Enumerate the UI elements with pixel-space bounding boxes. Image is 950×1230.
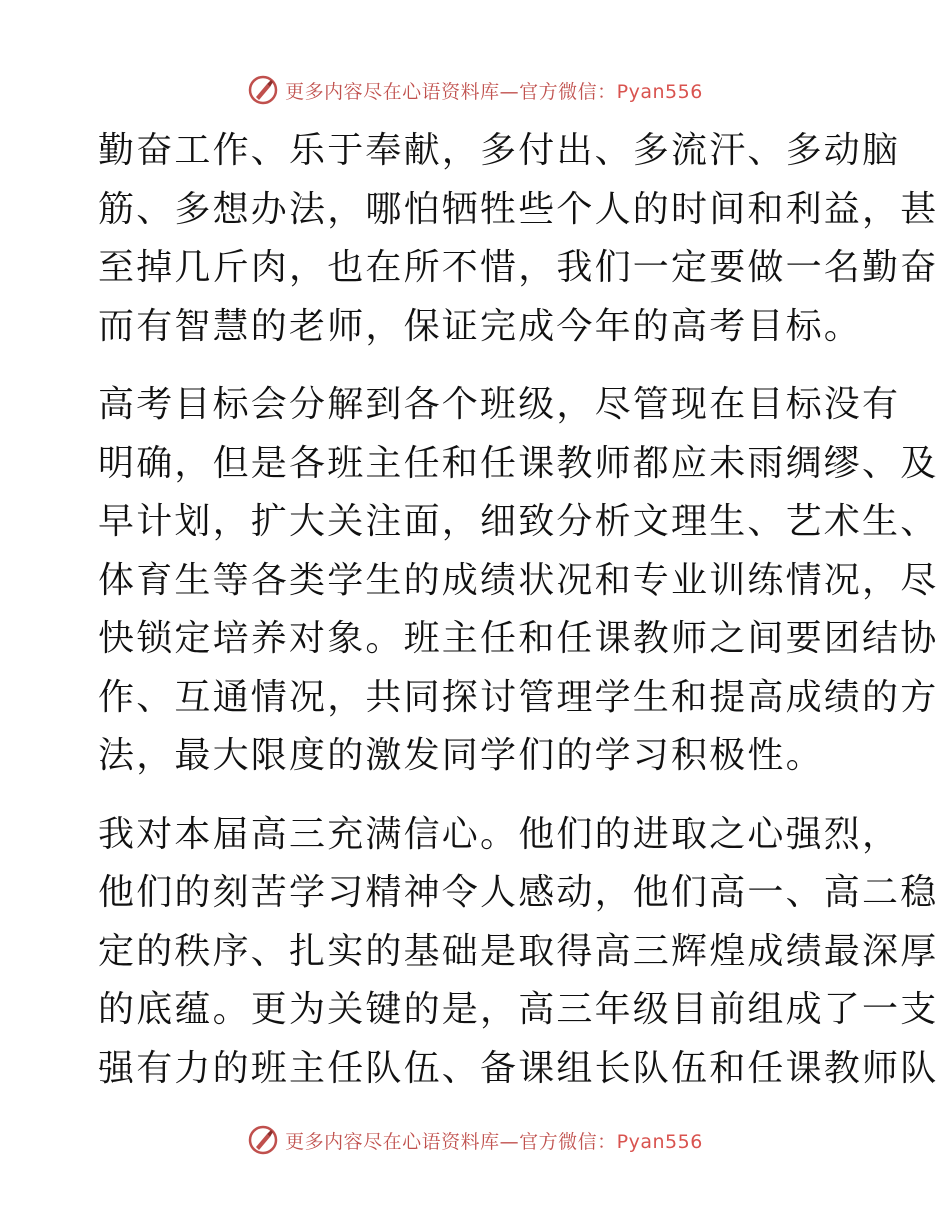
text-line: 勤奋工作、乐于奉献，多付出、多流汗、多动脑 [98,130,901,171]
header-watermark [0,70,950,110]
footer-watermark-text: 更多内容尽在心语资料库—官方微信：Pyan556 [285,1130,703,1153]
header-watermark-handle: Pyan556 [616,80,703,103]
text-line: 早计划，扩大关注面，细致分析文理生、艺术生、 [98,501,939,542]
text-line: 法，最大限度的激发同学们的学习积极性。 [98,735,824,776]
paragraph-1 [98,122,939,356]
text-line: 高考目标会分解到各个班级，尽管现在目标没有 [98,384,901,425]
pen-logo-icon [247,74,279,106]
document-body [98,122,939,1098]
text-line: 筋、多想办法，哪怕牺牲些个人的时间和利益，甚 [98,188,939,230]
text-line: 体育生等各类学生的成绩状况和专业训练情况，尽 [98,559,939,601]
text-line: 快锁定培养对象。班主任和任课教师之间要团结协 [98,618,939,659]
header-watermark-text: 更多内容尽在心语资料库—官方微信：Pyan556 [285,80,703,103]
text-line: 至掉几斤肉，也在所不惜，我们一定要做一名勤奋 [98,247,939,288]
text-line: 作、互通情况，共同探讨管理学生和提高成绩的方 [98,676,939,718]
text-line: 的底蕴。更为关键的是，高三年级目前组成了一支 [98,989,939,1030]
footer-watermark [0,1120,950,1160]
text-line: 他们的刻苦学习精神令人感动，他们高一、高二稳 [98,872,939,913]
pen-logo-icon [247,1124,279,1156]
text-line: 而有智慧的老师，保证完成今年的高考目标。 [98,305,863,347]
paragraph-2 [98,376,939,786]
text-line: 明确，但是各班主任和任课教师都应未雨绸缪、及 [98,442,939,484]
text-line: 定的秩序、扎实的基础是取得高三辉煌成绩最深厚 [98,930,939,972]
paragraph-3 [98,806,939,1099]
text-line: 强有力的班主任队伍、备课组长队伍和任课教师队 [98,1047,939,1089]
footer-watermark-handle: Pyan556 [616,1130,703,1153]
text-line: 我对本届高三充满信心。他们的进取之心强烈， [98,813,901,855]
